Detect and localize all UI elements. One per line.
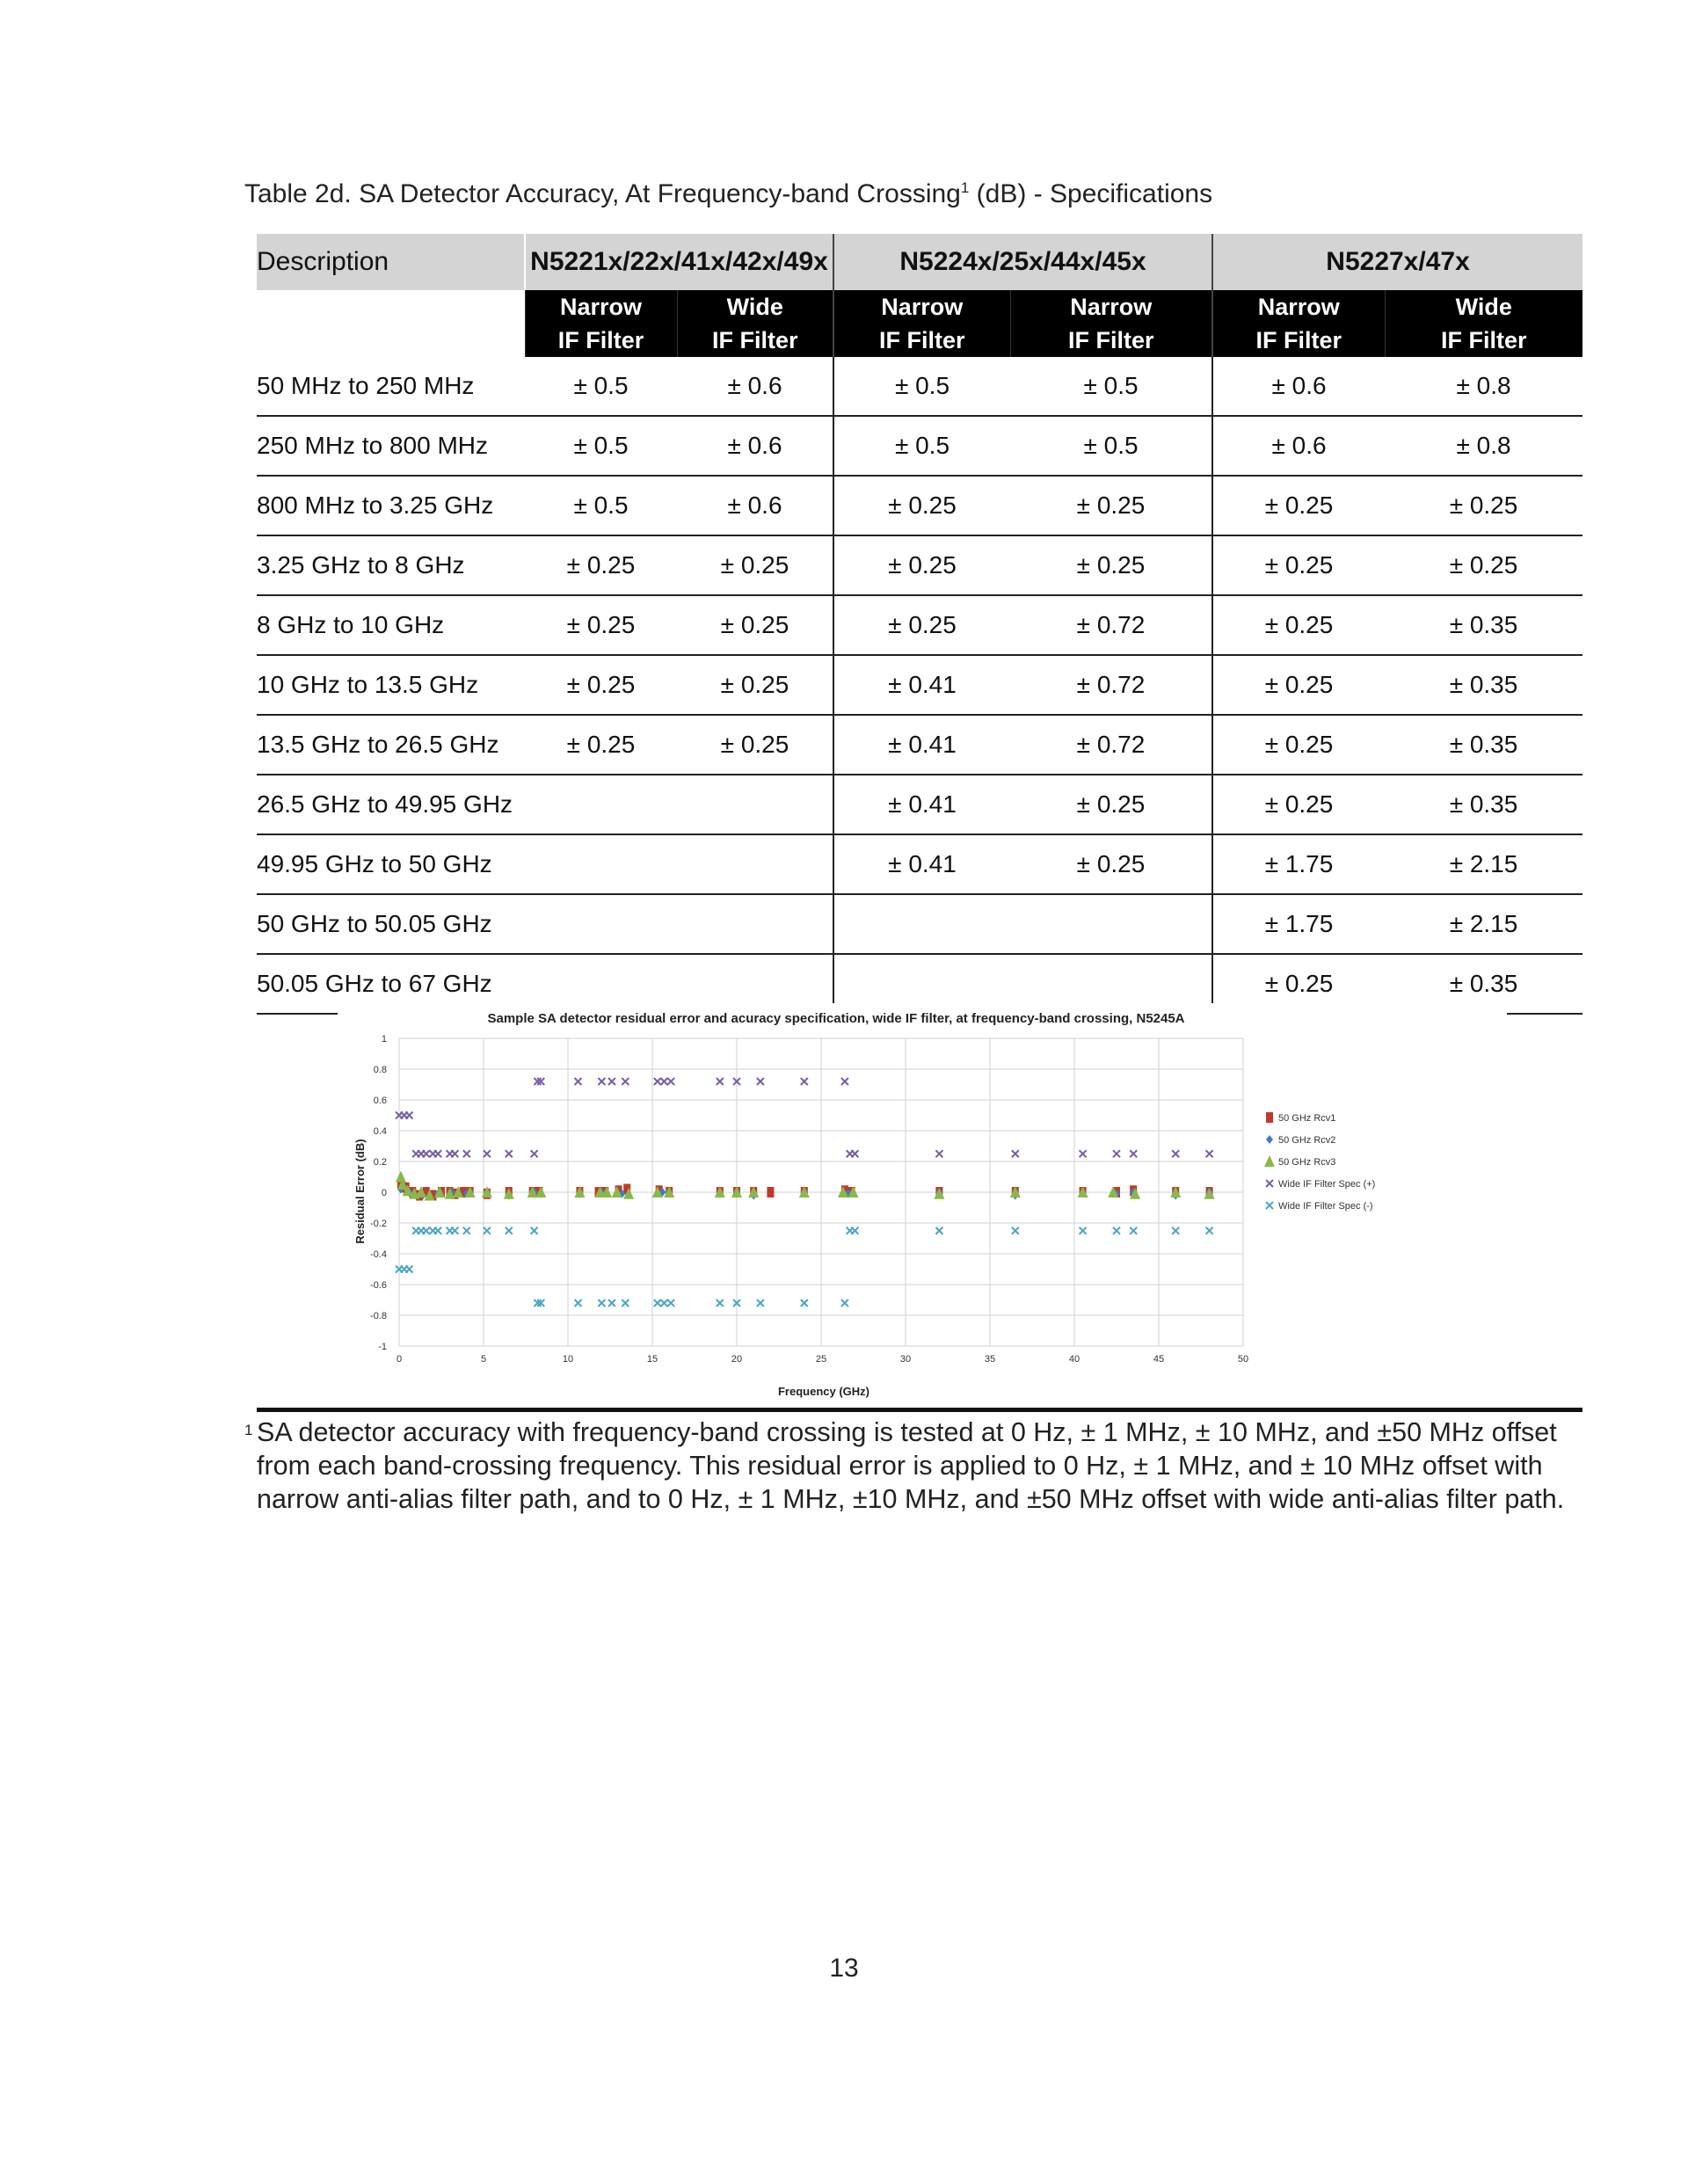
- spec-value-cell: ± 0.5: [1010, 416, 1212, 476]
- spec-value-cell: ± 0.5: [525, 476, 677, 535]
- y-tick-label: -0.2: [370, 1219, 387, 1229]
- x-tick-label: 50: [1237, 1354, 1249, 1365]
- spec-value-cell: ± 0.41: [833, 834, 1010, 894]
- spec-value-cell: ± 0.25: [1385, 535, 1582, 595]
- group-header-row: [257, 234, 1582, 290]
- spec-value-cell: ± 0.41: [833, 655, 1010, 715]
- x-tick-label: 25: [815, 1354, 827, 1365]
- filter-header-cell: [833, 290, 1010, 357]
- spec-value-cell: ± 0.25: [1010, 775, 1212, 834]
- spec-value-cell: ± 0.6: [1212, 357, 1385, 416]
- row-description: 50.05 GHz to 67 GHz: [257, 954, 525, 1014]
- filter-header-line2: IF Filter: [1068, 327, 1154, 353]
- table-row: [257, 595, 1582, 655]
- spec-value-cell: ± 0.25: [833, 476, 1010, 535]
- spec-value-cell: ± 0.25: [677, 535, 833, 595]
- spec-value-cell: ± 0.25: [1212, 655, 1385, 715]
- description-header: Description: [257, 234, 525, 290]
- spec-value-cell: ± 2.15: [1385, 834, 1582, 894]
- spec-value-cell: ± 0.8: [1385, 416, 1582, 476]
- spec-value-cell: ± 0.25: [525, 535, 677, 595]
- data-point-rcv1: [1266, 1112, 1273, 1123]
- table-body: [257, 357, 1582, 1014]
- row-description: 49.95 GHz to 50 GHz: [257, 834, 525, 894]
- table-row: [257, 715, 1582, 775]
- y-tick-label: 0.2: [373, 1157, 387, 1168]
- footnote-line: SA detector accuracy with frequency-band crossing is tested at 0 Hz, ± 1 MHz, ± 10 MHz, and ±50 MHz offset: [257, 1417, 1557, 1447]
- spec-value-cell: ± 0.6: [677, 476, 833, 535]
- footnote: [243, 1416, 1614, 1516]
- spec-value-cell: ± 0.72: [1010, 655, 1212, 715]
- legend-label: 50 GHz Rcv2: [1278, 1135, 1336, 1146]
- y-tick-label: 0: [381, 1188, 387, 1198]
- row-description: 250 MHz to 800 MHz: [257, 416, 525, 476]
- filter-header-line2: IF Filter: [878, 327, 965, 353]
- filter-header-line2: IF Filter: [557, 327, 644, 353]
- x-tick-label: 30: [899, 1354, 912, 1365]
- spec-value-cell: [1010, 894, 1212, 954]
- data-point-rcv1: [767, 1187, 774, 1198]
- filter-header-blank: [257, 290, 525, 357]
- row-description: 50 MHz to 250 MHz: [257, 357, 525, 416]
- spec-value-cell: ± 0.25: [1010, 535, 1212, 595]
- footnote-line: from each band-crossing frequency. This residual error is applied to 0 Hz, ± 1 MHz, and ± 10 MHz offset with: [257, 1451, 1543, 1481]
- spec-value-cell: ± 0.35: [1385, 775, 1582, 834]
- filter-header-line1: Narrow: [1070, 294, 1153, 320]
- filter-header-line1: Wide: [1455, 294, 1512, 320]
- x-tick-label: 20: [731, 1354, 743, 1365]
- spec-value-cell: ± 0.25: [1010, 476, 1212, 535]
- spec-value-cell: ± 0.25: [1212, 595, 1385, 655]
- legend-label: 50 GHz Rcv1: [1278, 1113, 1336, 1124]
- x-tick-label: 40: [1068, 1354, 1080, 1365]
- table-row: [257, 834, 1582, 894]
- spec-value-cell: ± 0.25: [1212, 535, 1385, 595]
- spec-value-cell: ± 0.41: [833, 775, 1010, 834]
- spec-value-cell: ± 0.6: [677, 357, 833, 416]
- spec-value-cell: ± 0.25: [833, 535, 1010, 595]
- x-tick-label: 15: [646, 1354, 658, 1365]
- chart-area: [257, 1003, 1582, 1412]
- spec-value-cell: ± 0.5: [525, 416, 677, 476]
- y-tick-label: 1: [381, 1034, 387, 1045]
- spec-value-cell: ± 0.35: [1385, 655, 1582, 715]
- spec-value-cell: ± 0.25: [1385, 476, 1582, 535]
- spec-value-cell: ± 0.5: [1010, 357, 1212, 416]
- spec-value-cell: ± 0.25: [1212, 954, 1385, 1014]
- y-tick-label: 0.8: [373, 1065, 387, 1075]
- y-tick-label: 0.4: [373, 1126, 387, 1137]
- row-description: 8 GHz to 10 GHz: [257, 595, 525, 655]
- legend-label: 50 GHz Rcv3: [1278, 1157, 1336, 1168]
- spec-value-cell: ± 0.5: [833, 416, 1010, 476]
- spec-value-cell: [677, 834, 833, 894]
- spec-value-cell: ± 0.8: [1385, 357, 1582, 416]
- table-row: [257, 357, 1582, 416]
- footnote-line: narrow anti-alias filter path, and to 0 Hz, ± 1 MHz, ±10 MHz, and ±50 MHz offset with wide anti-alias filter path.: [257, 1484, 1565, 1514]
- group-header-n5227x: N5227x/47x: [1212, 234, 1582, 290]
- spec-value-cell: ± 0.6: [1212, 416, 1385, 476]
- filter-header-cell: [1385, 290, 1582, 357]
- legend-label: Wide IF Filter Spec (-): [1278, 1201, 1373, 1212]
- filter-header-cell: [677, 290, 833, 357]
- spec-value-cell: ± 0.6: [677, 416, 833, 476]
- filter-header-line2: IF Filter: [1441, 327, 1527, 353]
- y-tick-label: -0.4: [370, 1249, 387, 1260]
- row-description: 800 MHz to 3.25 GHz: [257, 476, 525, 535]
- spec-value-cell: ± 2.15: [1385, 894, 1582, 954]
- table-row: [257, 476, 1582, 535]
- x-tick-label: 35: [984, 1354, 996, 1365]
- caption-footnote-ref: 1: [960, 179, 970, 196]
- spec-value-cell: ± 0.25: [1212, 715, 1385, 775]
- table-row: [257, 416, 1582, 476]
- spec-value-cell: [525, 775, 677, 834]
- table-row: [257, 894, 1582, 954]
- filter-header-line2: IF Filter: [711, 327, 798, 353]
- spec-value-cell: ± 0.41: [833, 715, 1010, 775]
- filter-header-line1: Narrow: [559, 294, 643, 320]
- group-header-n5221x: N5221x/22x/41x/42x/49x: [525, 234, 833, 290]
- spec-value-cell: [525, 834, 677, 894]
- footnote-marker: 1: [244, 1422, 253, 1438]
- spec-value-cell: [833, 894, 1010, 954]
- spec-value-cell: ± 0.35: [1385, 954, 1582, 1014]
- filter-header-line2: IF Filter: [1255, 327, 1342, 353]
- filter-header-line1: Wide: [726, 294, 783, 320]
- spec-value-cell: ± 0.25: [1010, 834, 1212, 894]
- caption-suffix: (dB) - Specifications: [969, 179, 1213, 208]
- spec-value-cell: ± 0.25: [525, 655, 677, 715]
- row-description: 10 GHz to 13.5 GHz: [257, 655, 525, 715]
- spec-value-cell: ± 1.75: [1212, 894, 1385, 954]
- spec-value-cell: ± 0.25: [525, 595, 677, 655]
- spec-value-cell: ± 0.72: [1010, 715, 1212, 775]
- spec-value-cell: ± 0.5: [525, 357, 677, 416]
- spec-value-cell: [677, 775, 833, 834]
- row-description: 50 GHz to 50.05 GHz: [257, 894, 525, 954]
- group-header-n5224x: N5224x/25x/44x/45x: [833, 234, 1212, 290]
- spec-value-cell: ± 0.35: [1385, 595, 1582, 655]
- spec-value-cell: ± 0.25: [1212, 476, 1385, 535]
- y-tick-label: -0.8: [370, 1311, 387, 1321]
- x-tick-label: 45: [1153, 1354, 1165, 1365]
- legend-label: Wide IF Filter Spec (+): [1278, 1179, 1376, 1190]
- chart-y-label: Residual Error (dB): [353, 1139, 367, 1244]
- table-row: [257, 775, 1582, 834]
- filter-header-cell: [1212, 290, 1385, 357]
- x-tick-label: 0: [396, 1354, 403, 1365]
- spec-value-cell: ± 0.35: [1385, 715, 1582, 775]
- row-description: 13.5 GHz to 26.5 GHz: [257, 715, 525, 775]
- y-tick-label: 0.6: [373, 1096, 387, 1106]
- table-row: [257, 655, 1582, 715]
- filter-header-cell: [1010, 290, 1212, 357]
- spec-value-cell: ± 0.25: [1212, 775, 1385, 834]
- x-tick-label: 10: [562, 1354, 574, 1365]
- spec-value-cell: ± 0.72: [1010, 595, 1212, 655]
- spec-value-cell: ± 0.25: [677, 595, 833, 655]
- chart-title: Sample SA detector residual error and acuracy specification, wide IF filter, at frequency-band crossing, N5245A: [487, 1011, 1185, 1026]
- x-tick-label: 5: [480, 1354, 487, 1365]
- table-row: [257, 535, 1582, 595]
- residual-error-chart: [338, 1003, 1507, 1403]
- y-tick-label: -1: [378, 1342, 387, 1352]
- spec-value-cell: [677, 894, 833, 954]
- spec-value-cell: ± 1.75: [1212, 834, 1385, 894]
- spec-value-cell: [525, 894, 677, 954]
- row-description: 26.5 GHz to 49.95 GHz: [257, 775, 525, 834]
- filter-header-row: [257, 290, 1582, 357]
- filter-header-line1: Narrow: [1257, 294, 1340, 320]
- page-number: 13: [829, 1954, 859, 1983]
- spec-table: [257, 234, 1582, 1015]
- caption-text: Table 2d. SA Detector Accuracy, At Frequency-band Crossing: [244, 179, 961, 208]
- filter-header-cell: [525, 290, 677, 357]
- row-description: 3.25 GHz to 8 GHz: [257, 535, 525, 595]
- y-tick-label: -0.6: [370, 1280, 387, 1291]
- spec-value-cell: ± 0.25: [525, 715, 677, 775]
- chart-x-label: Frequency (GHz): [777, 1385, 870, 1398]
- spec-value-cell: ± 0.25: [677, 715, 833, 775]
- table-caption: [244, 179, 1212, 209]
- spec-value-cell: ± 0.25: [677, 655, 833, 715]
- filter-header-line1: Narrow: [881, 294, 964, 320]
- spec-value-cell: ± 0.5: [833, 357, 1010, 416]
- spec-value-cell: ± 0.25: [833, 595, 1010, 655]
